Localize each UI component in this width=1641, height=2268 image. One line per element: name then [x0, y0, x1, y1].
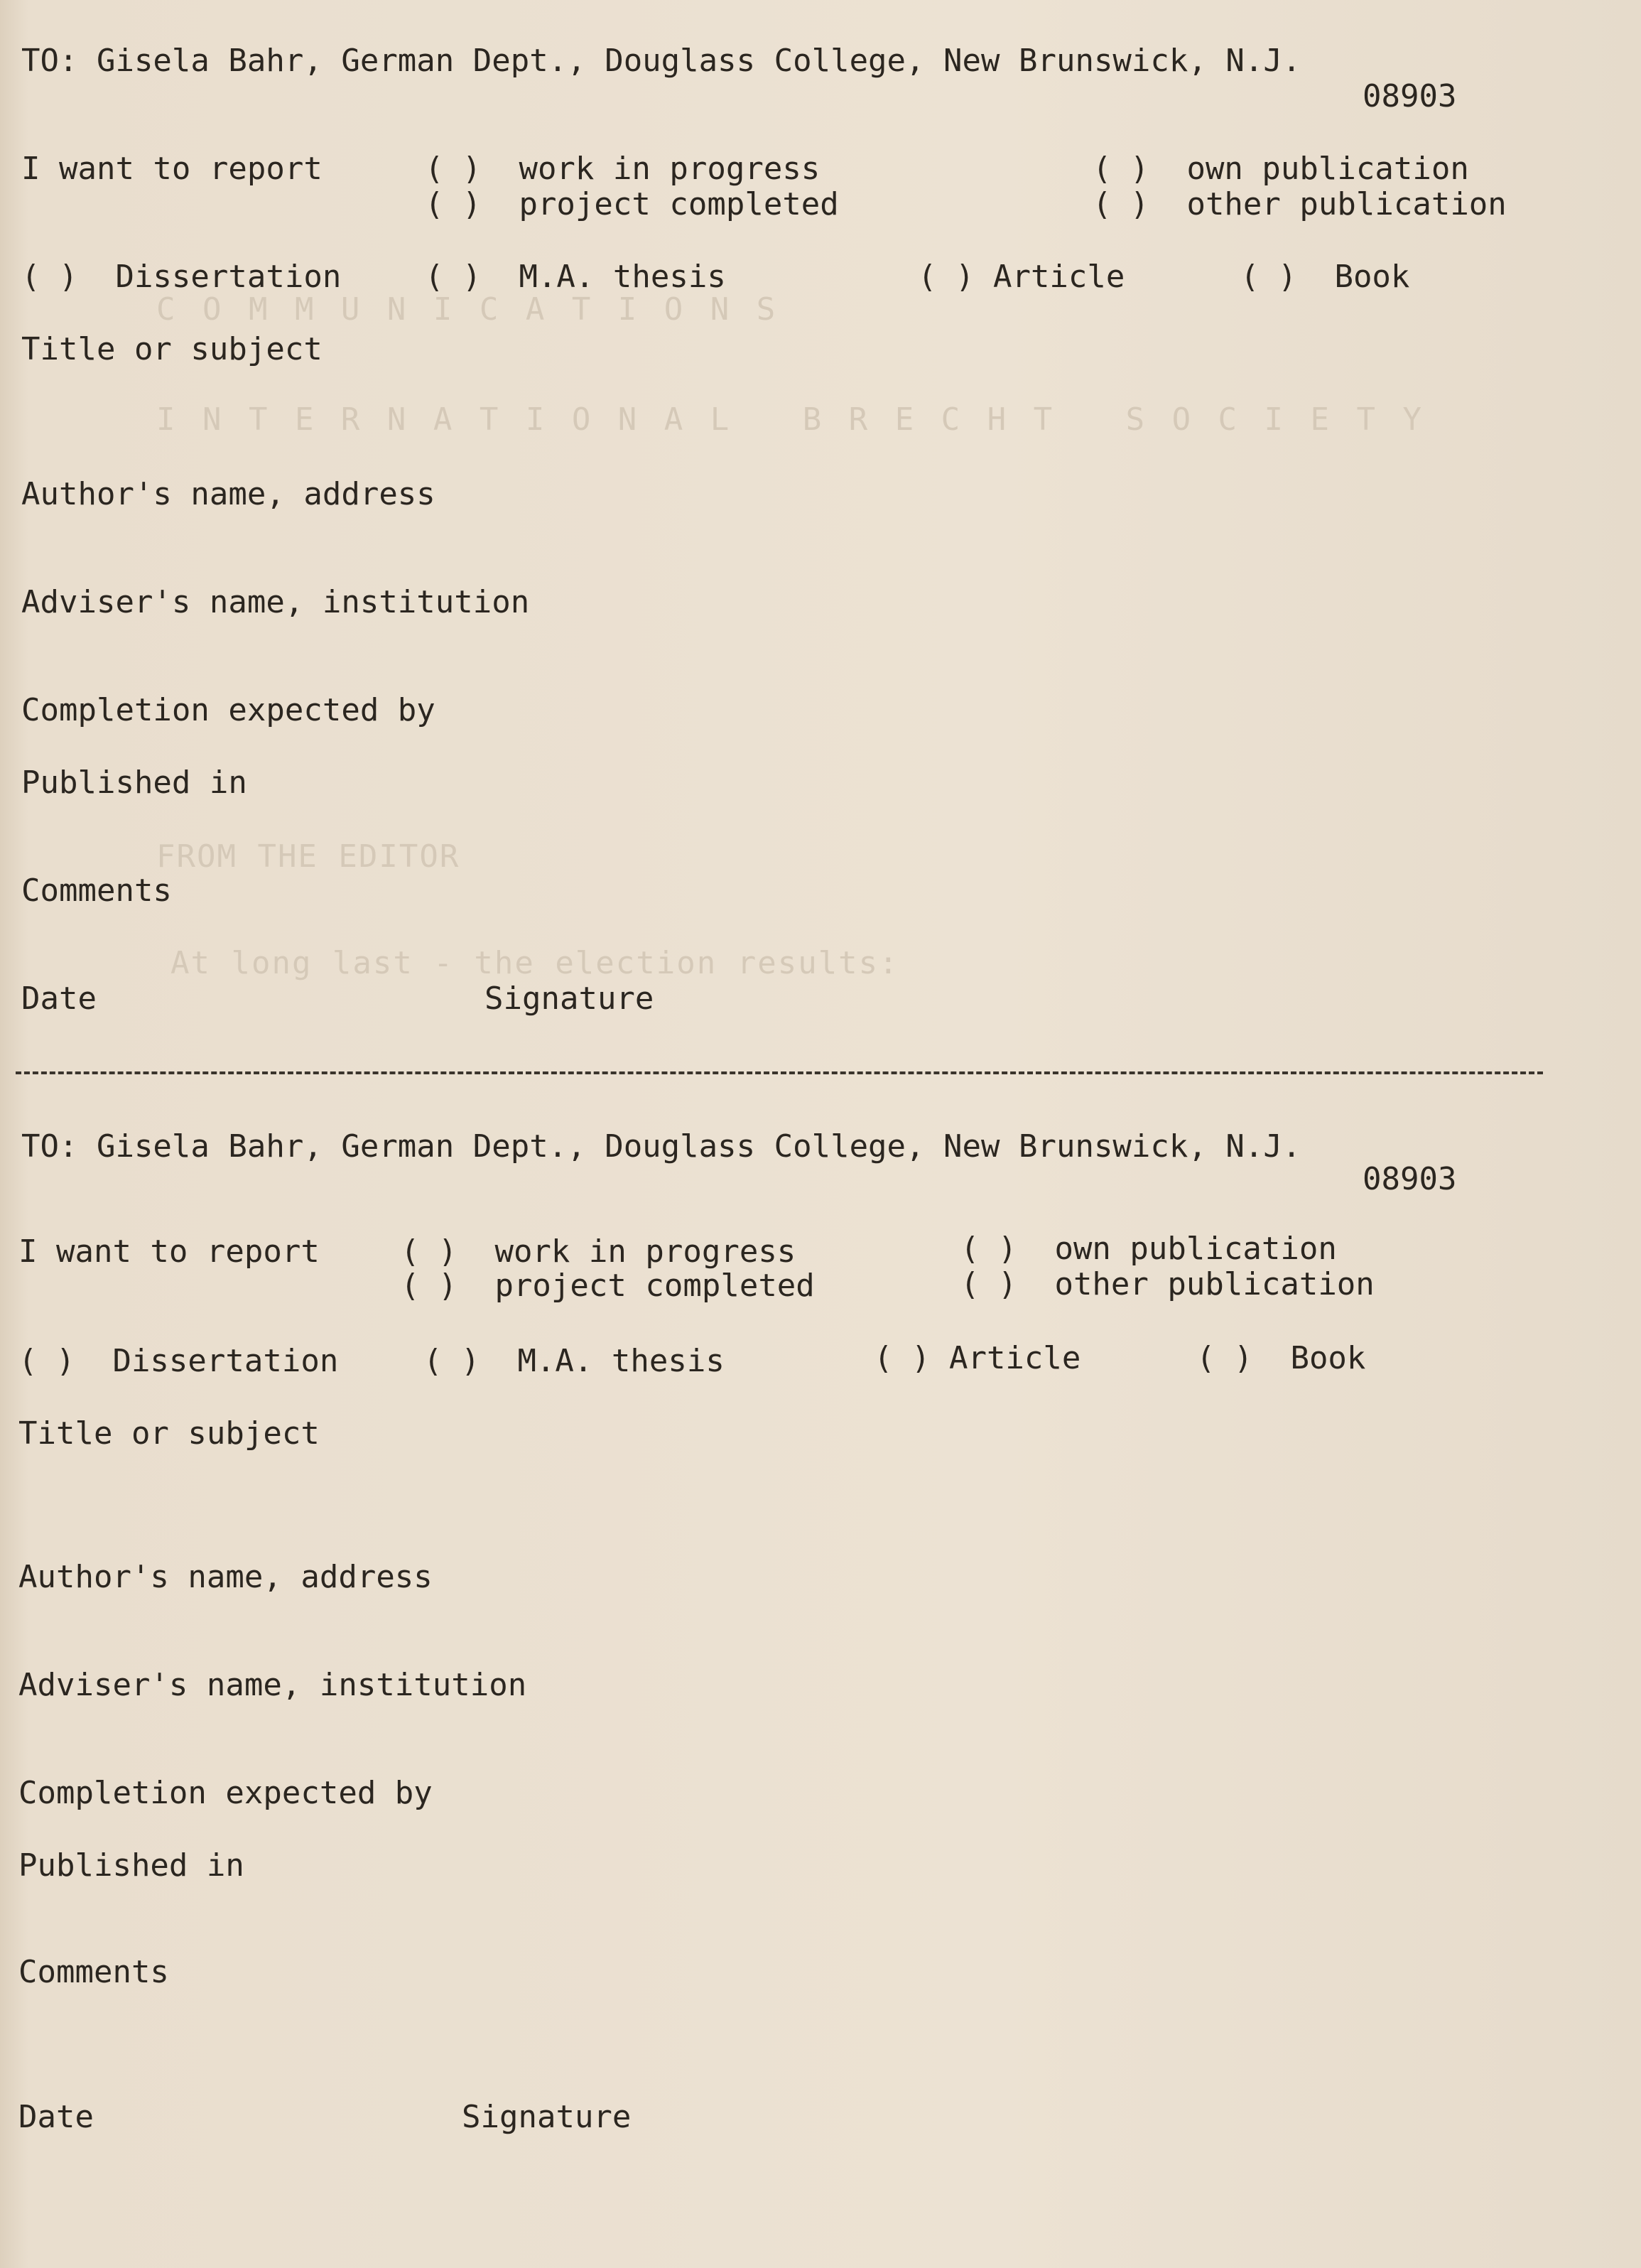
date-label: Date — [21, 981, 97, 1017]
option-project-completed[interactable]: ( ) project completed — [425, 186, 839, 222]
completion-label: Completion expected by — [21, 692, 435, 728]
show-through-texture: At long last - the election results: — [170, 945, 899, 981]
option-own-publication[interactable]: ( ) own publication — [1093, 151, 1469, 187]
report-label: I want to report — [21, 151, 323, 187]
addressee-line: TO: Gisela Bahr, German Dept., Douglass College, New Brunswick, N.J. — [21, 1128, 1301, 1165]
comments-label: Comments — [21, 873, 172, 909]
show-through-texture: FROM THE EDITOR — [156, 838, 460, 875]
comments-label: Comments — [18, 1954, 169, 1990]
type-article[interactable]: ( ) Article — [874, 1340, 1081, 1376]
type-article[interactable]: ( ) Article — [918, 259, 1125, 295]
show-through-texture: C O M M U N I C A T I O N S — [156, 291, 780, 328]
published-in-label: Published in — [21, 765, 247, 801]
completion-label: Completion expected by — [18, 1775, 433, 1811]
adviser-label: Adviser's name, institution — [18, 1667, 527, 1703]
zip-code: 08903 — [1363, 78, 1457, 114]
option-work-in-progress[interactable]: ( ) work in progress — [401, 1233, 796, 1270]
date-label: Date — [18, 2099, 94, 2135]
type-dissertation[interactable]: ( ) Dissertation — [18, 1343, 339, 1379]
option-other-publication[interactable]: ( ) other publication — [1093, 186, 1507, 222]
type-dissertation[interactable]: ( ) Dissertation — [21, 259, 342, 295]
author-label: Author's name, address — [21, 476, 435, 512]
published-in-label: Published in — [18, 1847, 244, 1884]
option-own-publication[interactable]: ( ) own publication — [960, 1231, 1337, 1267]
report-label: I want to report — [18, 1233, 320, 1270]
signature-label: Signature — [462, 2099, 632, 2135]
show-through-texture: I N T E R N A T I O N A L B R E C H T S O C I E T Y — [156, 401, 1426, 438]
option-other-publication[interactable]: ( ) other publication — [960, 1266, 1375, 1302]
adviser-label: Adviser's name, institution — [21, 584, 530, 620]
author-label: Author's name, address — [18, 1559, 433, 1595]
report-form-lower — [0, 1084, 1641, 2150]
option-project-completed[interactable]: ( ) project completed — [401, 1268, 815, 1304]
type-book[interactable]: ( ) Book — [1196, 1340, 1366, 1376]
zip-code: 08903 — [1363, 1161, 1457, 1197]
title-or-subject-label: Title or subject — [18, 1415, 320, 1452]
type-ma-thesis[interactable]: ( ) M.A. thesis — [425, 259, 726, 295]
cut-line-divider — [16, 1071, 1543, 1074]
type-ma-thesis[interactable]: ( ) M.A. thesis — [423, 1343, 725, 1379]
title-or-subject-label: Title or subject — [21, 331, 323, 367]
report-form-upper — [0, 0, 1641, 1066]
option-work-in-progress[interactable]: ( ) work in progress — [425, 151, 820, 187]
signature-label: Signature — [484, 981, 654, 1017]
type-book[interactable]: ( ) Book — [1240, 259, 1410, 295]
addressee-line: TO: Gisela Bahr, German Dept., Douglass College, New Brunswick, N.J. — [21, 43, 1301, 79]
